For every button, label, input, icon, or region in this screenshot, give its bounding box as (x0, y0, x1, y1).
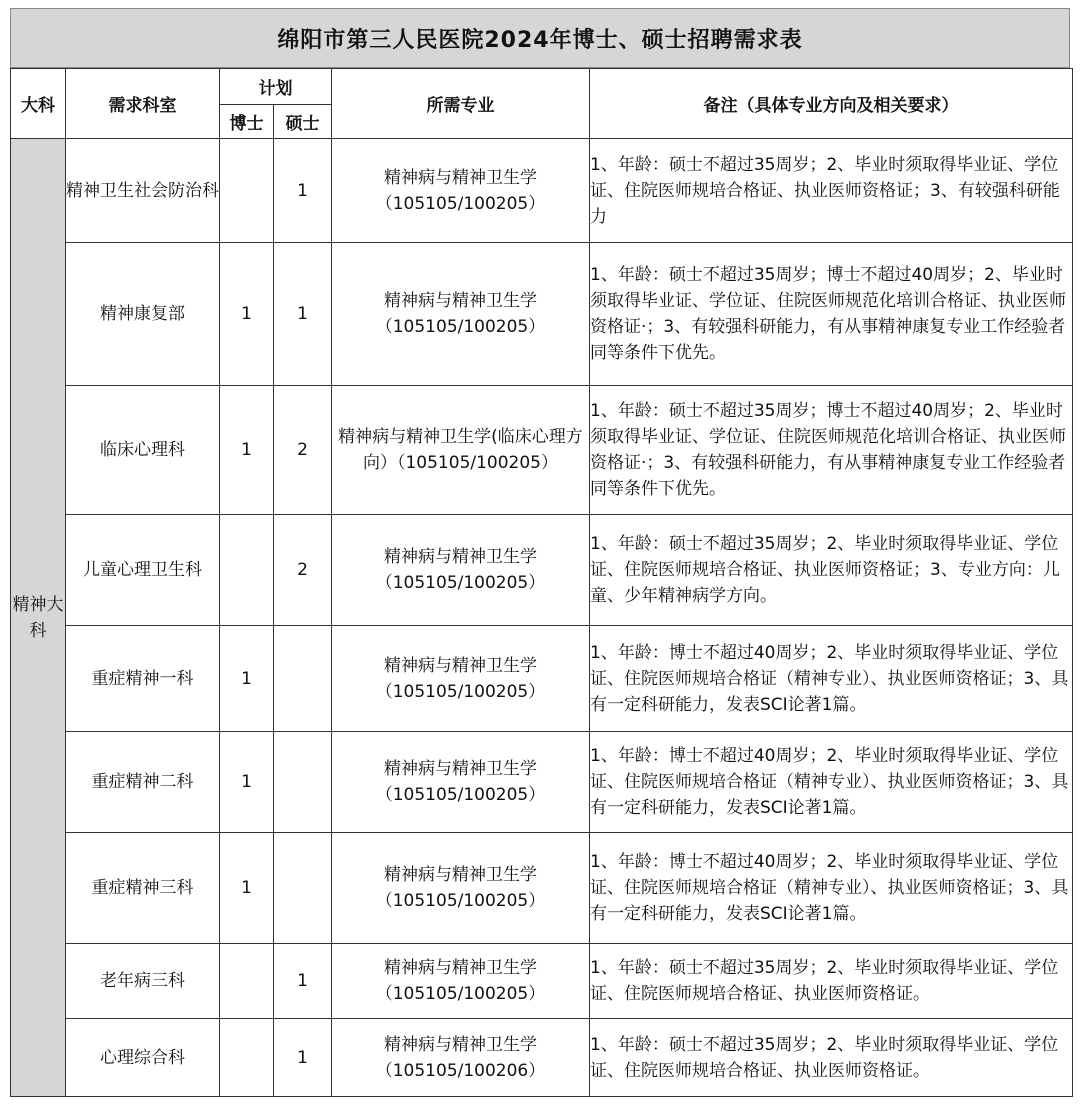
master-count: 1 (274, 944, 332, 1019)
master-count: 2 (274, 386, 332, 515)
header-department: 需求科室 (66, 69, 220, 139)
department-cell: 临床心理科 (66, 386, 220, 515)
major-cell: 精神病与精神卫生学（105105/100205） (332, 515, 590, 626)
recruitment-table (10, 68, 1073, 1097)
notes-cell: 1、年龄：硕士不超过35周岁；2、毕业时须取得毕业证、学位证、住院医师规培合格证、执业医师资格证。 (590, 944, 1073, 1019)
major-cell: 精神病与精神卫生学（105105/100205） (332, 732, 590, 833)
notes-cell: 1、年龄：硕士不超过35周岁；2、毕业时须取得毕业证、学位证、住院医师规培合格证、执业医师资格证；3、有较强科研能力 (590, 139, 1073, 243)
table-row (11, 944, 1073, 1019)
table-row (11, 243, 1073, 386)
master-count (274, 626, 332, 732)
header-notes: 备注（具体专业方向及相关要求） (590, 69, 1073, 139)
department-cell: 精神卫生社会防治科 (66, 139, 220, 243)
header-major: 所需专业 (332, 69, 590, 139)
table-row (11, 626, 1073, 732)
major-cell: 精神病与精神卫生学（105105/100205） (332, 944, 590, 1019)
notes-cell: 1、年龄：博士不超过40周岁；2、毕业时须取得毕业证、学位证、住院医师规培合格证（精神专业）、执业医师资格证；3、具有一定科研能力，发表SCI论著1篇。 (590, 626, 1073, 732)
department-cell: 重症精神二科 (66, 732, 220, 833)
master-count: 1 (274, 1019, 332, 1097)
notes-cell: 1、年龄：博士不超过40周岁；2、毕业时须取得毕业证、学位证、住院医师规培合格证（精神专业）、执业医师资格证；3、具有一定科研能力，发表SCI论著1篇。 (590, 833, 1073, 944)
phd-count (220, 139, 274, 243)
department-cell: 重症精神一科 (66, 626, 220, 732)
page-title: 绵阳市第三人民医院2024年博士、硕士招聘需求表 (10, 8, 1070, 68)
major-cell: 精神病与精神卫生学（105105/100205） (332, 626, 590, 732)
notes-cell: 1、年龄：硕士不超过35周岁；2、毕业时须取得毕业证、学位证、住院医师规培合格证、执业医师资格证。 (590, 1019, 1073, 1097)
master-count (274, 732, 332, 833)
master-count (274, 833, 332, 944)
phd-count (220, 1019, 274, 1097)
table-row (11, 1019, 1073, 1097)
table-row (11, 386, 1073, 515)
department-cell: 儿童心理卫生科 (66, 515, 220, 626)
major-cell: 精神病与精神卫生学（105105/100205） (332, 243, 590, 386)
master-count: 2 (274, 515, 332, 626)
phd-count: 1 (220, 732, 274, 833)
department-cell: 重症精神三科 (66, 833, 220, 944)
phd-count: 1 (220, 243, 274, 386)
header-phd: 博士 (220, 105, 274, 139)
phd-count (220, 944, 274, 1019)
header-master: 硕士 (274, 105, 332, 139)
master-count: 1 (274, 243, 332, 386)
department-cell: 精神康复部 (66, 243, 220, 386)
category-cell: 精神大科 (11, 139, 66, 1097)
notes-cell: 1、年龄：博士不超过40周岁；2、毕业时须取得毕业证、学位证、住院医师规培合格证（精神专业）、执业医师资格证；3、具有一定科研能力，发表SCI论著1篇。 (590, 732, 1073, 833)
table-row (11, 515, 1073, 626)
notes-cell: 1、年龄：硕士不超过35周岁；2、毕业时须取得毕业证、学位证、住院医师规培合格证、执业医师资格证；3、专业方向：儿童、少年精神病学方向。 (590, 515, 1073, 626)
header-category: 大科 (11, 69, 66, 139)
table-row (11, 139, 1073, 243)
phd-count (220, 515, 274, 626)
major-cell: 精神病与精神卫生学（105105/100205） (332, 833, 590, 944)
phd-count: 1 (220, 386, 274, 515)
department-cell: 心理综合科 (66, 1019, 220, 1097)
phd-count: 1 (220, 833, 274, 944)
major-cell: 精神病与精神卫生学(临床心理方向）（105105/100205） (332, 386, 590, 515)
table-row (11, 833, 1073, 944)
notes-cell: 1、年龄：硕士不超过35周岁；博士不超过40周岁；2、毕业时须取得毕业证、学位证、住院医师规范化培训合格证、执业医师资格证·；3、有较强科研能力，有从事精神康复专业工作经验者同等条件下优先。 (590, 243, 1073, 386)
table-row (11, 732, 1073, 833)
notes-cell: 1、年龄：硕士不超过35周岁；博士不超过40周岁；2、毕业时须取得毕业证、学位证、住院医师规范化培训合格证、执业医师资格证·；3、有较强科研能力，有从事精神康复专业工作经验者同等条件下优先。 (590, 386, 1073, 515)
master-count: 1 (274, 139, 332, 243)
major-cell: 精神病与精神卫生学（105105/100205） (332, 139, 590, 243)
header-plan: 计划 (220, 69, 332, 105)
phd-count: 1 (220, 626, 274, 732)
department-cell: 老年病三科 (66, 944, 220, 1019)
major-cell: 精神病与精神卫生学（105105/100206） (332, 1019, 590, 1097)
